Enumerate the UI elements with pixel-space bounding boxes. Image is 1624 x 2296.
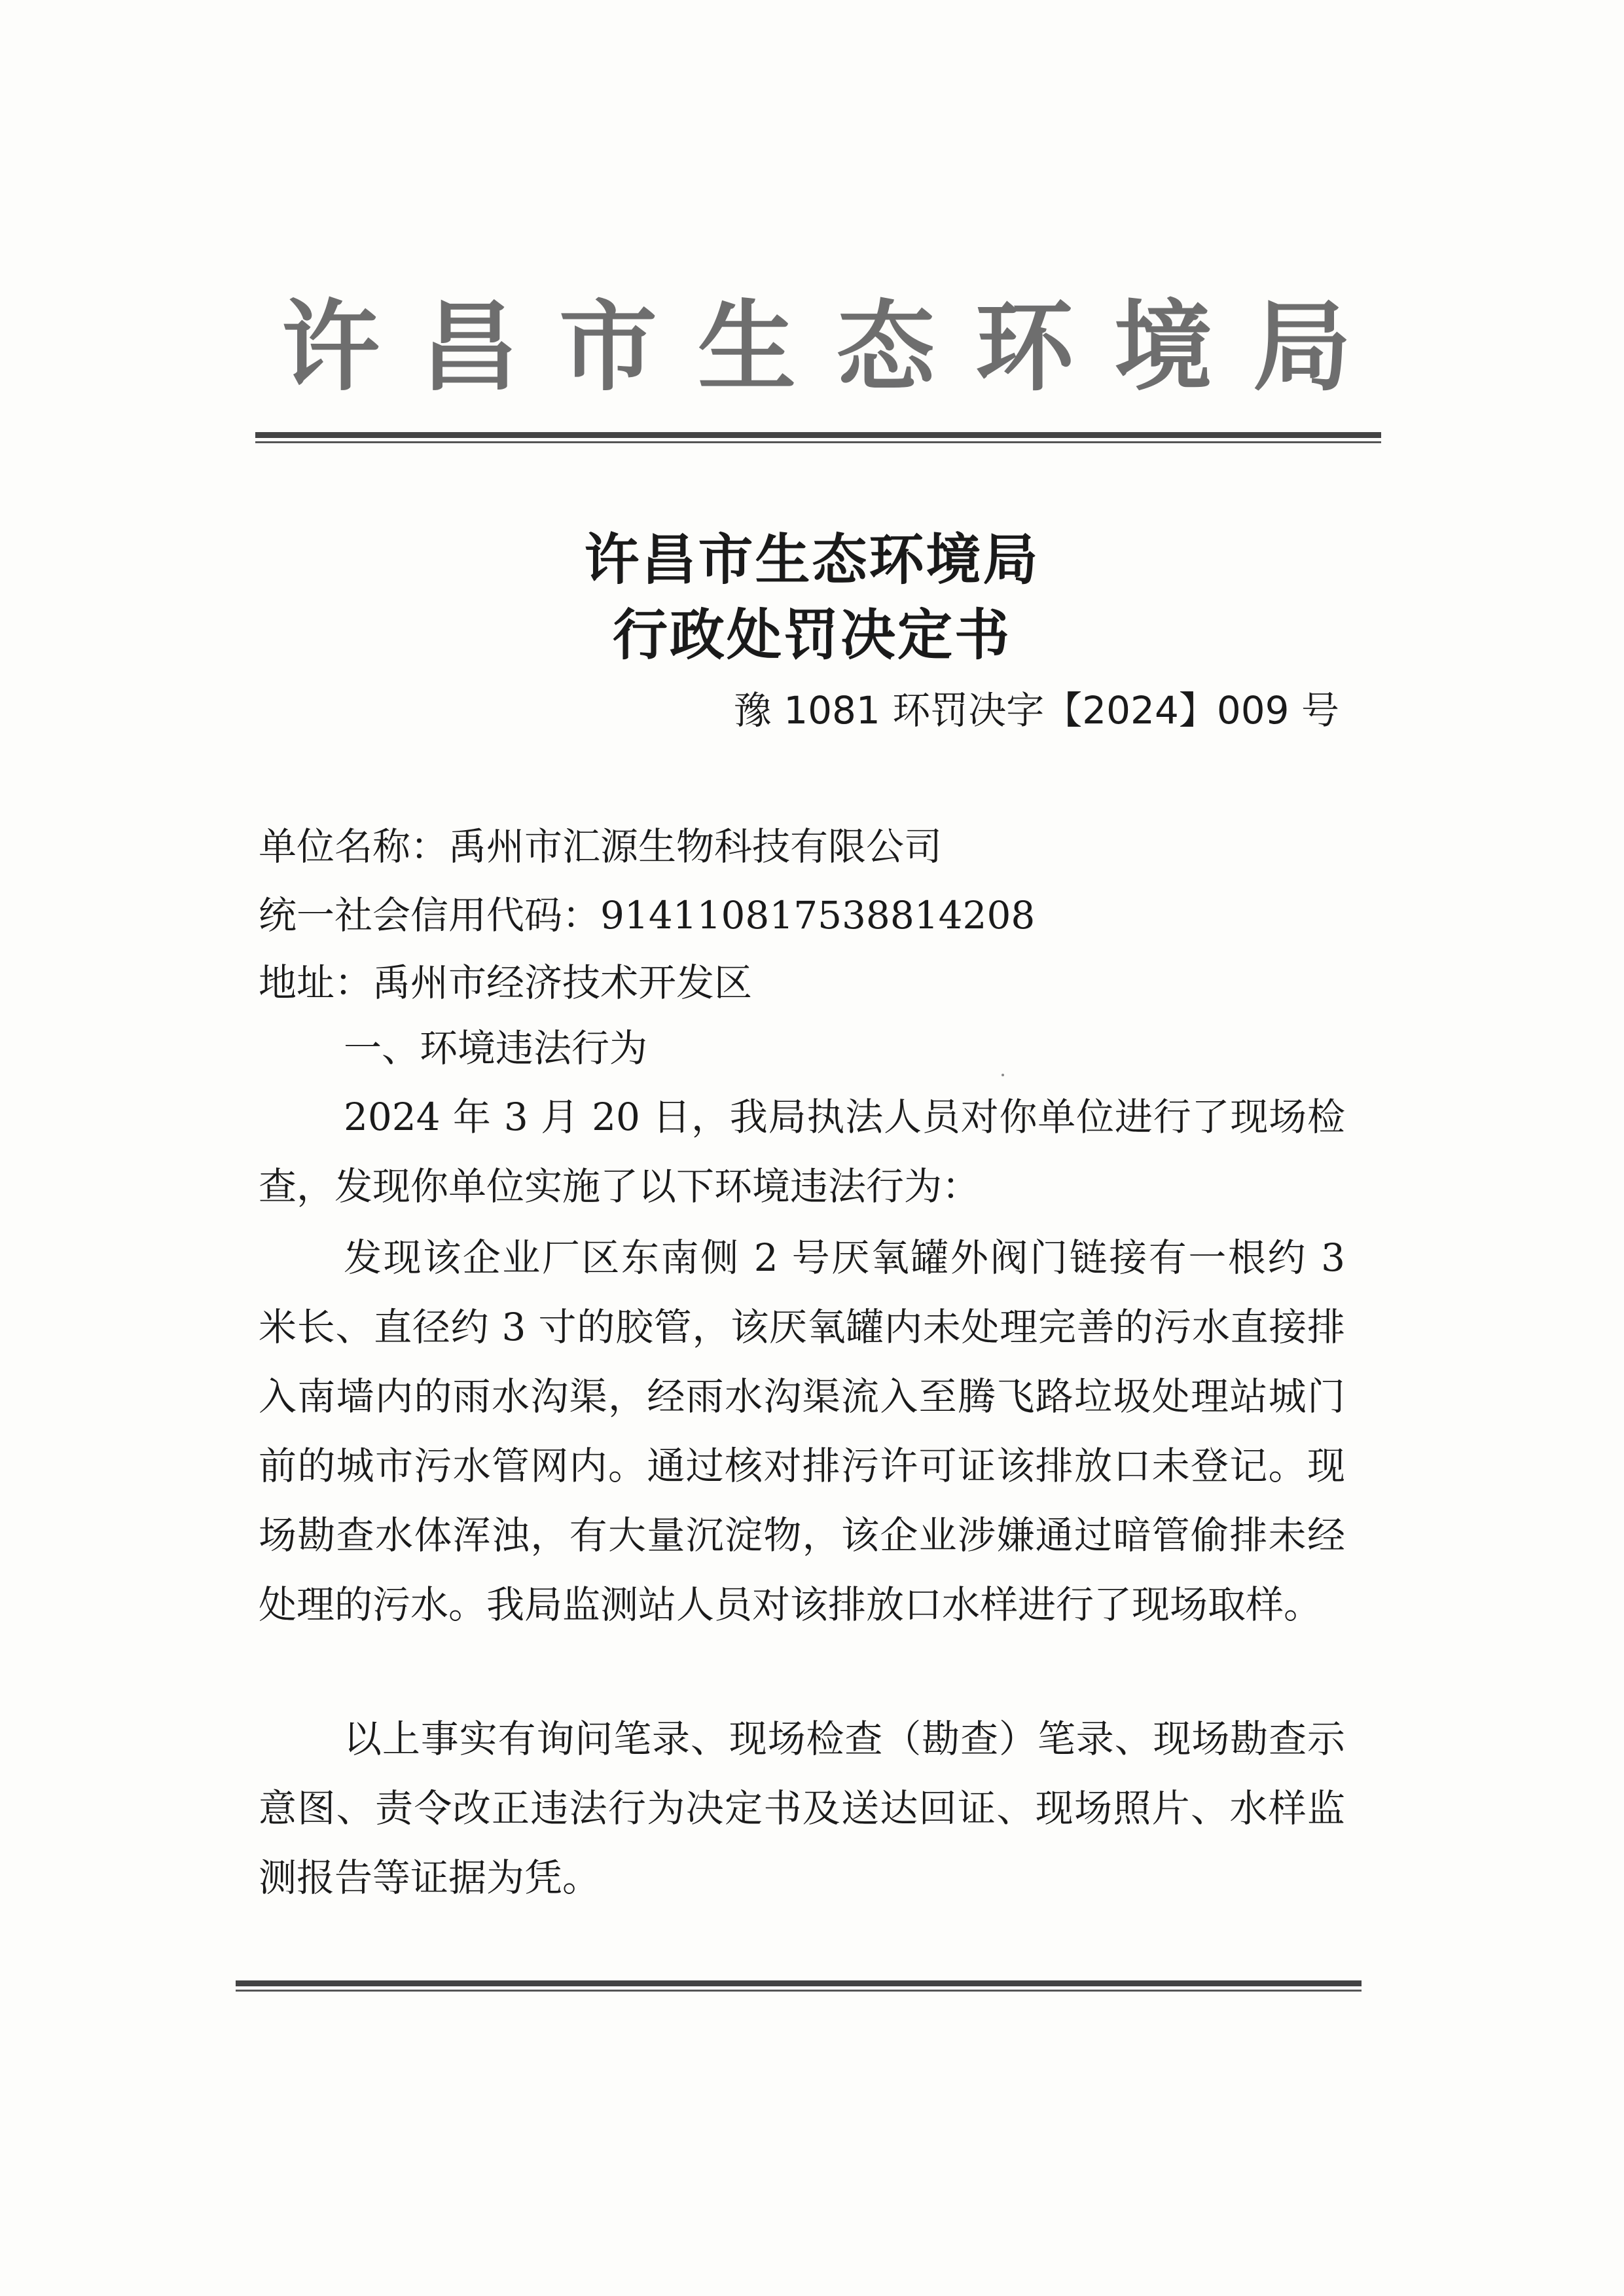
credit-code-label: 统一社会信用代码： [259,893,601,938]
paragraph-inspection: 2024 年 3 月 20 日，我局执法人员对你单位进行了现场检查，发现你单位实施了以下环境违法行为： [259,1095,1345,1209]
address-value: 禹州市经济技术开发区 [372,960,753,1005]
divider-thick-line [236,1980,1362,1986]
divider-thin-line [255,441,1381,443]
letterhead-divider [255,432,1381,443]
credit-code-value: 914110817538814208 [600,893,1036,938]
paragraph-findings: 发现该企业厂区东南侧 2 号厌氧罐外阀门链接有一根约 3 米长、直径约 3 寸的胶管，该厌氧罐内未处理完善的污水直接排入南墙内的雨水沟渠，经雨水沟渠流入至腾飞路垃圾处理站城门前的城市污水管网内。通过核对排污许可证该排放口未登记。现场勘查水体浑浊，有大量沉淀物，该企业涉嫌通过暗管偷排未经处理的污水。我局监测站人员对该排放口水样进行了现场取样。 [259,1235,1345,1627]
document-number: 豫 1081 环罚决字【2024】009 号 [733,688,1339,733]
address-field [259,948,1345,1017]
party-name-field [259,812,1345,881]
address-label: 地址： [259,960,373,1005]
page-bottom-divider [236,1980,1362,1991]
paragraph-evidence: 以上事实有询问笔录、现场检查（勘查）笔录、现场勘查示意图、责令改正违法行为决定书及送达回证、现场照片、水样监测报告等证据为凭。 [259,1717,1345,1900]
section-heading-violation: 一、环境违法行为 [344,1026,648,1070]
agency-letterhead: 许昌市生态环境局 [281,289,1392,405]
party-name-label: 单位名称： [259,824,449,869]
scan-speck [1001,1074,1004,1076]
document-title-agency: 许昌市生态环境局 [584,528,1040,592]
divider-thin-line [236,1990,1362,1992]
credit-code-field [259,881,1345,950]
party-name-value: 禹州市汇源生物科技有限公司 [448,824,943,869]
document-title-type: 行政处罚决定书 [612,603,1011,667]
divider-thick-line [255,432,1381,438]
